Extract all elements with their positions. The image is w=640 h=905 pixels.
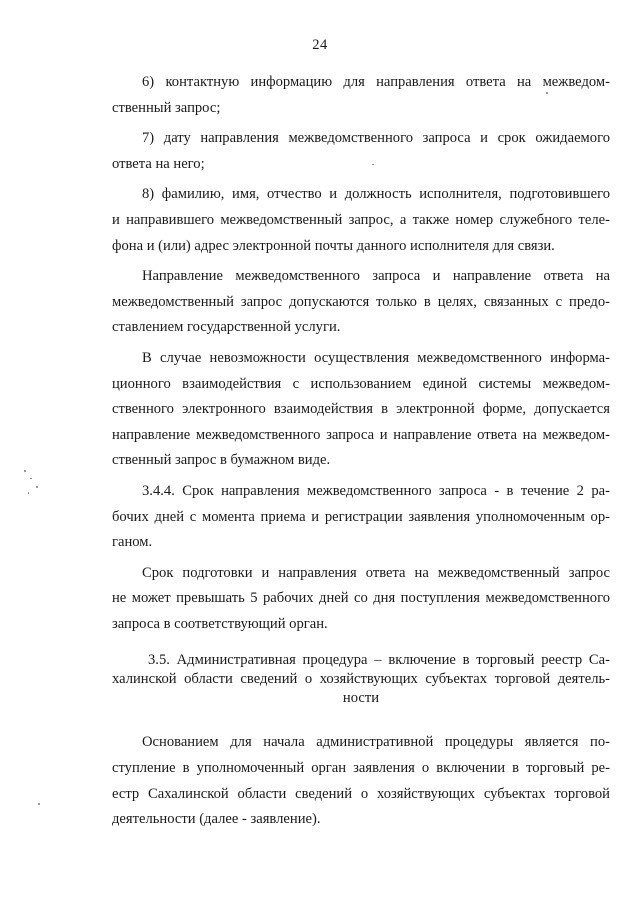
paragraph-item-7: [112, 126, 610, 177]
document-body: [112, 70, 610, 833]
text-line: запроса в соответствующий орган.: [112, 615, 328, 632]
paragraph-request-direction: [112, 264, 610, 341]
paragraph-item-6: [112, 70, 610, 121]
text-line: ганом.: [112, 534, 153, 551]
text-line: Основанием для начала административной процедуры является по-: [142, 734, 610, 751]
scan-speck: [30, 478, 32, 479]
text-line: и направившего межведомственный запрос, а также номер служебного теле-: [112, 211, 610, 228]
text-line: ственный запрос;: [112, 99, 221, 116]
text-line: Направление межведомственного запроса и направление ответа на: [142, 268, 610, 285]
text-line: 7) дату направления межведомственного запроса и срок ожидаемого: [142, 130, 610, 147]
scan-speck: [38, 803, 40, 805]
scan-speck: [24, 470, 26, 472]
paragraph-response-deadline: [112, 561, 610, 638]
heading-line: халинской области сведений о хозяйствующих субъектах торговой деятель-: [112, 671, 610, 688]
text-line: ответа на него;: [112, 155, 205, 172]
heading-line: ности: [342, 690, 380, 707]
text-line: 8) фамилию, имя, отчество и должность исполнителя, подготовившего: [142, 186, 610, 203]
paragraph-paper-form: [112, 346, 610, 474]
text-line: Срок подготовки и направления ответа на межведомственный запрос: [142, 564, 610, 581]
scan-speck: [372, 164, 374, 165]
text-line: ставлением государственной услуги.: [112, 319, 341, 336]
text-line: не может превышать 5 рабочих дней со дня поступления межведомственного: [112, 590, 610, 607]
text-line: деятельности (далее - заявление).: [112, 811, 321, 828]
text-line: 3.4.4. Срок направления межведомственного запроса - в течение 2 ра-: [142, 482, 610, 499]
text-line: фона и (или) адрес электронной почты данного исполнителя для связи.: [112, 237, 555, 254]
scan-speck: [28, 492, 29, 494]
text-line: бочих дней с момента приема и регистрации заявления уполномоченным ор-: [112, 508, 610, 525]
paragraph-item-8: [112, 182, 610, 259]
text-line: ственный запрос в бумажном виде.: [112, 452, 331, 469]
page-number: 24: [312, 37, 328, 53]
text-line: естр Сахалинской области сведений о хозяйствующих субъектах торговой: [112, 785, 610, 802]
text-line: ступление в уполномоченный орган заявления о включении в торговый ре-: [112, 760, 610, 777]
text-line: ственного электронного взаимодействия в электронной форме, допускается: [112, 401, 610, 418]
text-line: межведомственный запрос допускаются только в целях, связанных с предо-: [112, 293, 610, 310]
text-line: ционного взаимодействия с использованием единой системы межведом-: [112, 375, 610, 392]
paragraph-basis: [112, 730, 610, 832]
heading-line: 3.5. Административная процедура – включение в торговый реестр Са-: [148, 652, 610, 669]
section-heading-3-5: [112, 651, 610, 708]
text-line: В случае невозможности осуществления межведомственного информа-: [142, 349, 610, 366]
scan-speck: [546, 92, 548, 94]
text-line: направление межведомственного запроса и направление ответа на межведом-: [112, 426, 610, 443]
text-line: 6) контактную информацию для направления ответа на межведом-: [142, 74, 610, 90]
scan-speck: [36, 486, 38, 488]
paragraph-3-4-4: [112, 479, 610, 556]
